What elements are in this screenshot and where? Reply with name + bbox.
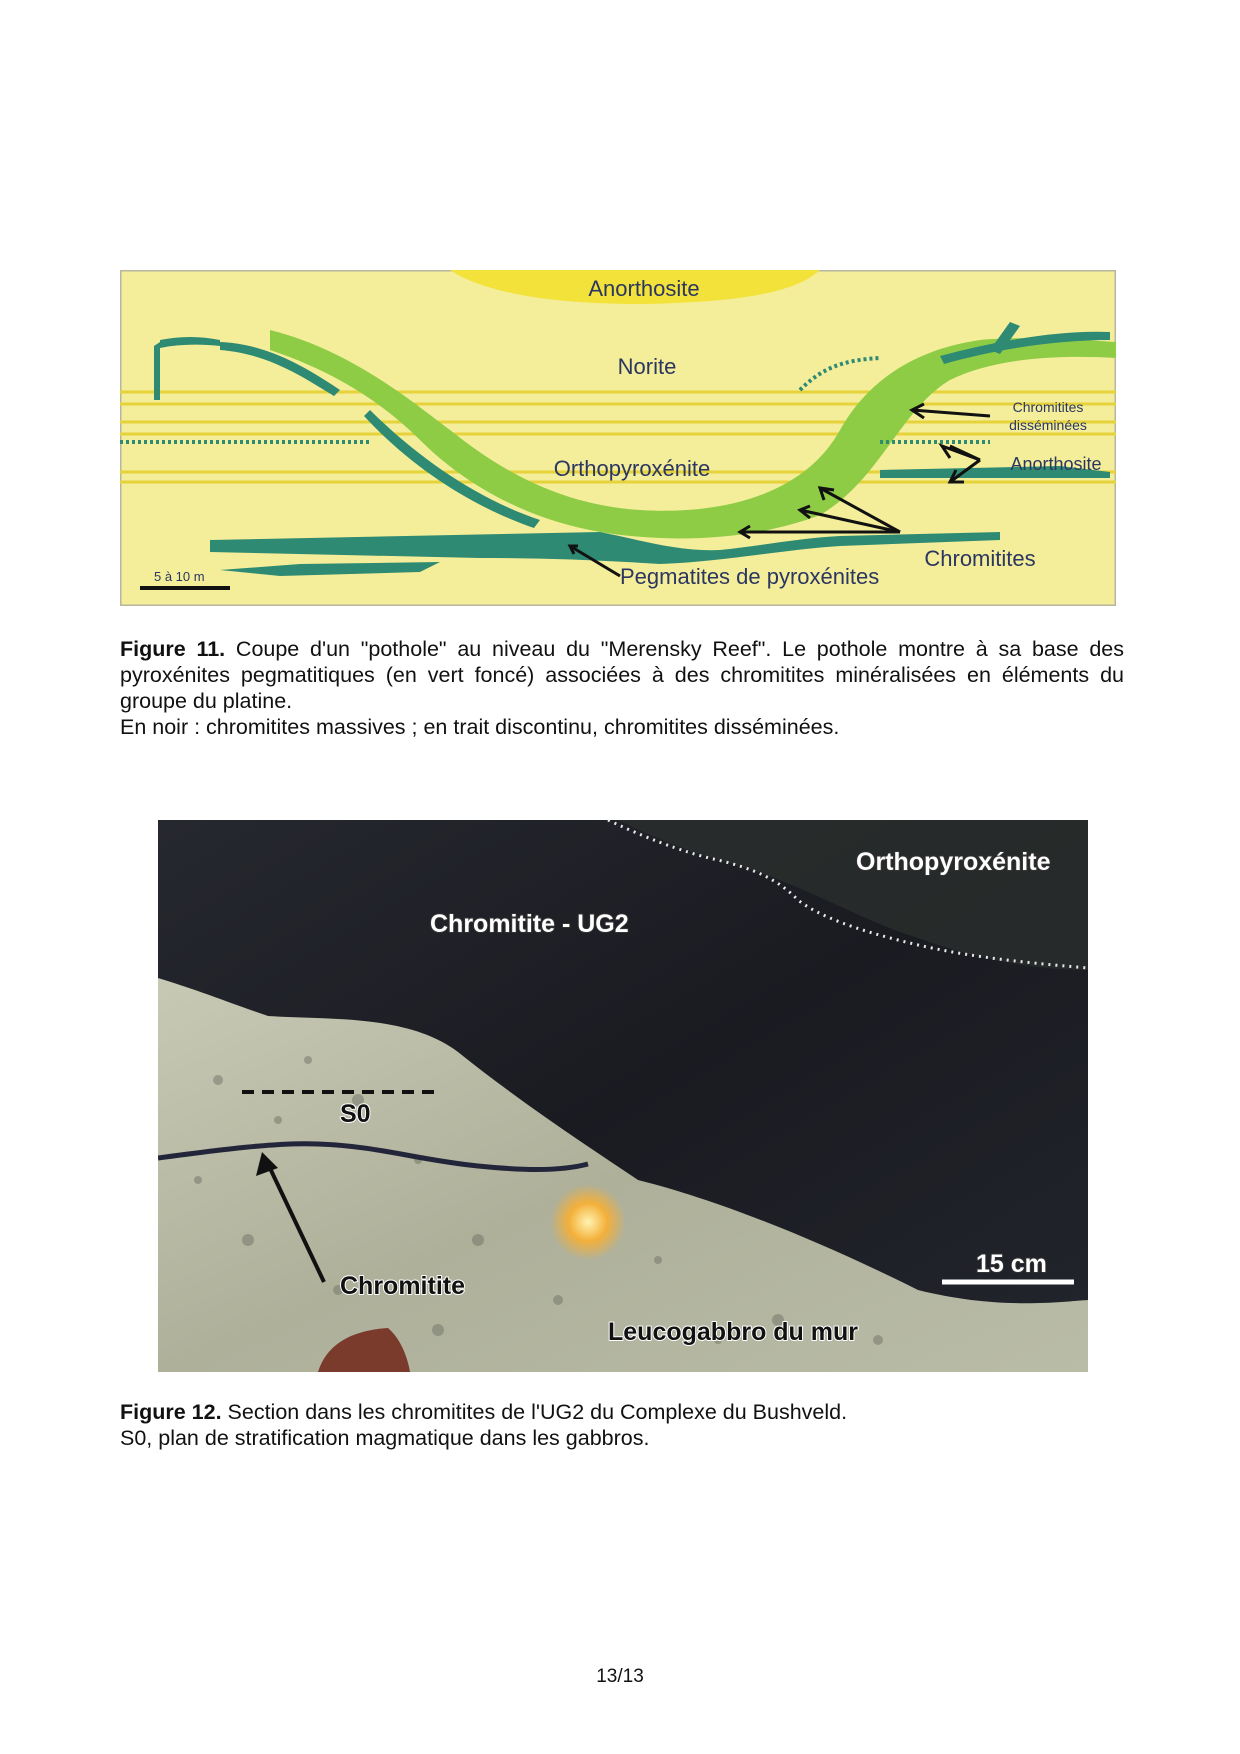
label-orthopyroxenite-photo: Orthopyroxénite [856, 848, 1051, 876]
label-orthopyroxenite: Orthopyroxénite [553, 456, 711, 481]
figure-12-photo [158, 820, 1088, 1372]
label-scale: 5 à 10 m [154, 569, 205, 584]
figure-12-caption-text: Section dans les chromitites de l'UG2 du Complexe du Bushveld. [221, 1400, 848, 1424]
light-glare [550, 1184, 626, 1260]
page-number: 13/13 [596, 1666, 644, 1687]
label-chromitites: Chromitites [924, 546, 1036, 571]
figure-12-caption-line2: S0, plan de stratification magmatique dans les gabbros. [120, 1426, 650, 1450]
label-s0: S0 [340, 1100, 371, 1128]
label-scale-15cm: 15 cm [976, 1250, 1047, 1278]
figure-11-caption [120, 636, 1124, 740]
label-leucogabbro: Leucogabbro du mur [608, 1318, 858, 1346]
figure-12-caption-title: Figure 12. [120, 1400, 222, 1424]
figure-11-caption-text: Coupe d'un "pothole" au niveau du "Merensky Reef". Le pothole montre à sa base des pyroxénites pegmatitiques (en vert foncé) associées à des chromitites minéralisées en éléments du groupe du platine. [120, 637, 1124, 713]
label-norite: Norite [617, 354, 677, 379]
figure-12-caption [120, 1399, 1124, 1451]
label-pegmatites: Pegmatites de pyroxénites [620, 564, 880, 589]
label-anorthosite-side: Anorthosite [1010, 454, 1102, 474]
label-chromitites-disseminees-1: Chromitites [1012, 399, 1084, 415]
label-anorthosite-top: Anorthosite [588, 276, 700, 301]
figure-11-caption-title: Figure 11. [120, 637, 226, 661]
figure-11-pothole-diagram [120, 270, 1116, 606]
label-chromitite-ug2: Chromitite - UG2 [430, 910, 629, 938]
figure-11-caption-line2: En noir : chromitites massives ; en trait discontinu, chromitites disséminées. [120, 715, 840, 739]
label-chromitites-disseminees-2: disséminées [1009, 417, 1087, 433]
label-chromitite: Chromitite [340, 1272, 465, 1300]
